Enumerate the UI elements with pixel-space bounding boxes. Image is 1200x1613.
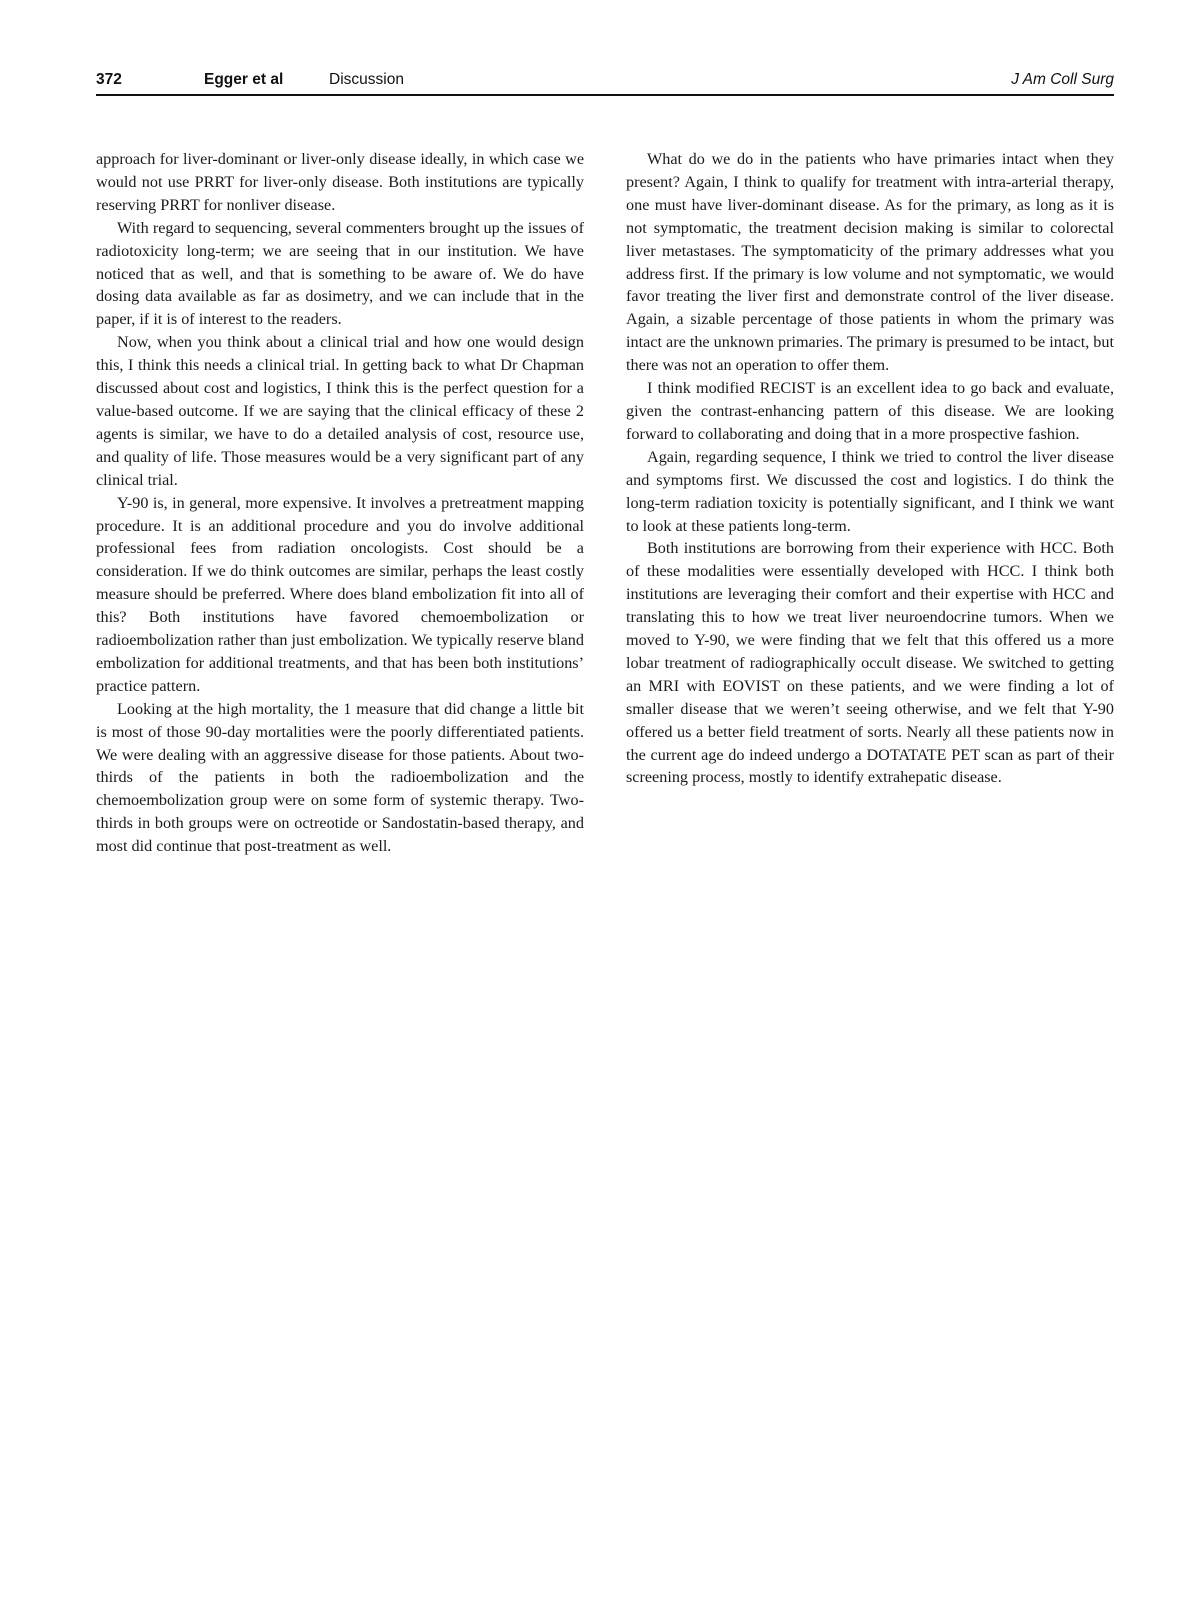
paragraph: I think modified RECIST is an excellent idea to go back and evaluate, given the contrast-enhancing pattern of this disease. We are looking forward to collaborating and doing that in a more prospective fashion. xyxy=(626,379,1114,443)
section-name: Discussion xyxy=(329,71,404,88)
right-column xyxy=(626,148,1114,789)
paragraph: Looking at the high mortality, the 1 measure that did change a little bit is most of those 90-day mortalities were the poorly differentiated patients. We were dealing with an aggressive disease for those patients. About two-thirds of the patients in both the radioembolization and the chemoembolization group were on some form of systemic therapy. Two-thirds in both groups were on octreotide or Sandostatin-based therapy, and most did continue that post-treatment as well. xyxy=(96,699,584,856)
paragraph: Now, when you think about a clinical trial and how one would design this, I think this needs a clinical trial. In getting back to what Dr Chapman discussed about cost and logistics, I think this is the perfect question for a value-based outcome. If we are saying that the clinical efficacy of these 2 agents is similar, we have to do a detailed analysis of cost, resource use, and quality of life. Those measures would be a very significant part of any clinical trial. xyxy=(96,333,584,489)
paragraph: Again, regarding sequence, I think we tried to control the liver disease and symptoms first. We discussed the cost and logistics. I do think the long-term radiation toxicity is potentially significant, and I think we want to look at these patients long-term. xyxy=(626,447,1114,535)
paragraph: approach for liver-dominant or liver-only disease ideally, in which case we would not use PRRT for liver-only disease. Both institutions are typically reserving PRRT for nonliver disease. xyxy=(96,150,584,214)
journal-name: J Am Coll Surg xyxy=(1011,71,1114,88)
paragraph: Y-90 is, in general, more expensive. It involves a pretreatment mapping procedure. It is an additional procedure and you do involve additional professional fees from radiation oncologists. Cost should be a consideration. If we do think outcomes are similar, perhaps the least costly measure should be preferred. Where does bland embolization fit into all of this? Both institutions have favored chemoembolization or radioembolization rather than just embolization. We typically reserve bland embolization for additional treatments, and that has been both institutions’ practice pattern. xyxy=(96,493,584,695)
paragraph: With regard to sequencing, several commenters brought up the issues of radiotoxicity long-term; we are seeing that in our institution. We have noticed that as well, and that is something to be aware of. We do have dosing data available as far as dosimetry, and we can include that in the paper, if it is of interest to the readers. xyxy=(96,218,584,329)
left-column xyxy=(96,148,584,858)
running-authors: Egger et al xyxy=(204,71,284,88)
running-header xyxy=(96,66,1114,96)
paragraph: What do we do in the patients who have primaries intact when they present? Again, I think to qualify for treatment with intra-arterial therapy, one must have liver-dominant disease. As for the primary, as long as it is not symptomatic, the treatment decision making is similar to colorectal liver metastases. The symptomaticity of the primary addresses what you address first. If the primary is low volume and not symptomatic, we would favor treating the liver first and demonstrate control of the liver disease. Again, a sizable percentage of those patients in whom the primary was intact are the unknown primaries. The primary is presumed to be intact, but there was not an operation to offer them. xyxy=(626,150,1114,375)
page-number: 372 xyxy=(96,71,122,88)
paragraph: Both institutions are borrowing from their experience with HCC. Both of these modalities were essentially developed with HCC. I think both institutions are leveraging their comfort and their expertise with HCC and translating this to how we treat liver neuroendocrine tumors. When we moved to Y-90, we were finding that we felt that this offered us a more lobar treatment of radiographically occult disease. We switched to getting an MRI with EOVIST on these patients, and we were finding a lot of smaller disease that we weren’t seeing otherwise, and we felt that Y-90 offered us a better field treatment of sorts. Nearly all these patients now in the current age do indeed undergo a DOTATATE PET scan as part of their screening process, mostly to identify extrahepatic disease. xyxy=(626,539,1114,787)
